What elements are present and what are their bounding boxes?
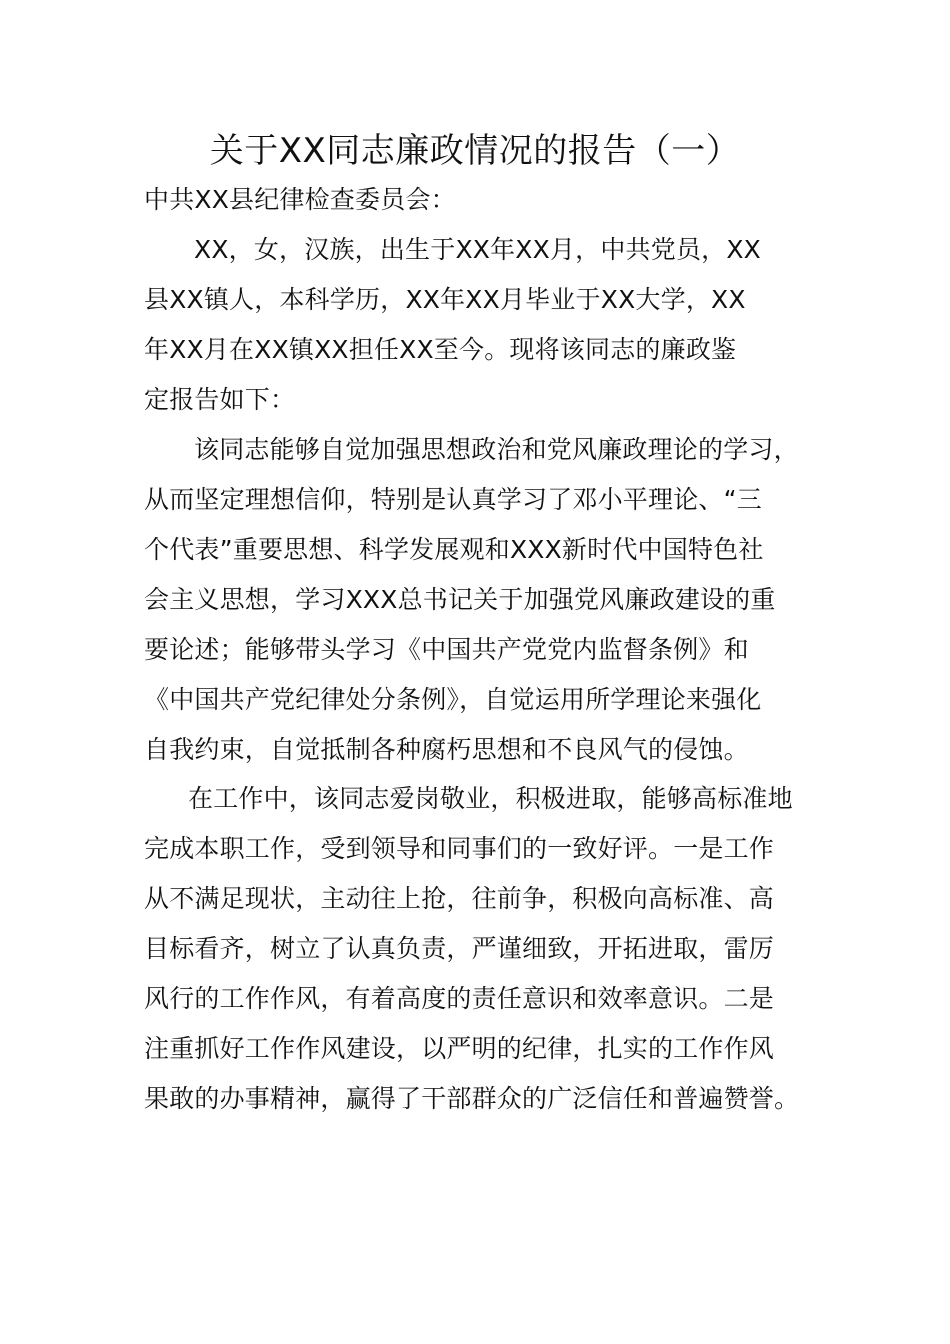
body-line: XX，女，汉族，出生于XX年XX月，中共党员，XX [194,235,762,264]
body-line: 该同志能够自觉加强思想政治和党风廉政理论的学习， [194,435,799,464]
body-line: 要论述；能够带头学习《中国共产党党内监督条例》和 [144,635,749,664]
body-line: 目标看齐，树立了认真负责，严谨细致，开拓进取，雷厉 [144,934,775,963]
body-line: 从不满足现状，主动往上抢，往前争，积极向高标准、高 [144,884,775,913]
body-line: 年XX月在XX镇XX担任XX至今。现将该同志的廉政鉴 [144,335,737,364]
salutation: 中共XX县纪律检查委员会： [144,185,456,214]
body-line: 个代表”重要思想、科学发展观和XXX新时代中国特色社 [144,535,764,564]
body-line: 自我约束，自觉抵制各种腐朽思想和不良风气的侵蚀。 [144,735,749,764]
body-line: 注重抓好工作作风建设，以严明的纪律，扎实的工作作风 [144,1034,775,1063]
body-line: 完成本职工作，受到领导和同事们的一致好评。一是工作 [144,834,775,863]
body-line: 县XX镇人，本科学历，XX年XX月毕业于XX大学，XX [144,285,746,314]
body-line: 定报告如下： [144,385,296,414]
document-title: 关于XX同志廉政情况的报告（一） [209,131,741,171]
body-line: 风行的工作作风，有着高度的责任意识和效率意识。二是 [144,984,775,1013]
body-line: 《中国共产党纪律处分条例》，自觉运用所学理论来强化 [144,685,762,714]
body-line: 在工作中，该同志爱岗敬业，积极进取，能够高标准地 [188,784,793,813]
body-line: 果敢的办事精神，赢得了干部群众的广泛信任和普遍赞誉。 [144,1084,800,1113]
body-line: 会主义思想，学习XXX总书记关于加强党风廉政建设的重 [144,585,776,614]
body-line: 从而坚定理想信仰，特别是认真学习了邓小平理论、“三 [144,485,762,514]
